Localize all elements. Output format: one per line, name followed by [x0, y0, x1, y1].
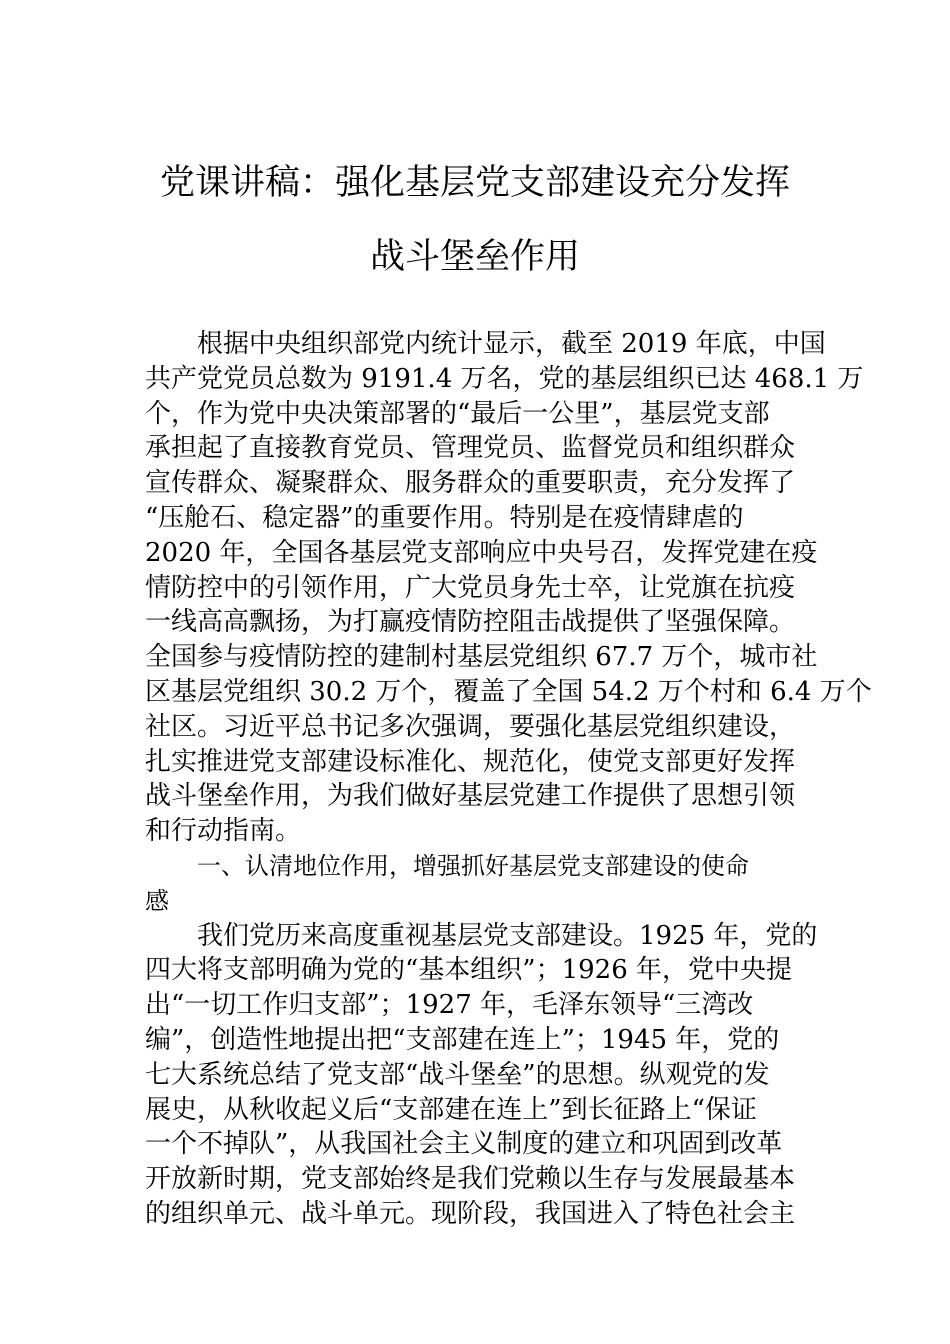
paragraph-1-line: 共产党党员总数为 9191.4 万名，党的基层组织已达 468.1 万 — [145, 363, 864, 394]
paragraph-1-line: 扎实推进党支部建设标准化、规范化，使党支部更好发挥 — [145, 746, 796, 777]
paragraph-1-line: 2020 年，全国各基层党支部响应中央号召，发挥党建在疫 — [145, 537, 818, 568]
paragraph-1-line: 和行动指南。 — [145, 816, 302, 847]
paragraph-2-line: 出“一切工作归支部”；1927 年，毛泽东领导“三湾改 — [145, 990, 754, 1021]
title-line-1: 党课讲稿：强化基层党支部建设充分发挥 — [159, 163, 790, 203]
paragraph-1-line: “压舱石、稳定器”的重要作用。特别是在疫情肆虐的 — [145, 502, 744, 533]
paragraph-1-line: 情防控中的引领作用，广大党员身先士卒，让党旗在抗疫 — [145, 572, 796, 603]
paragraph-1-line: 根据中央组织部党内统计显示，截至 2019 年底，中国 — [197, 329, 826, 359]
paragraph-2-line: 编”，创造性地提出把“支部建在连上”；1945 年，党的 — [145, 1024, 780, 1055]
paragraph-1-line: 区基层党组织 30.2 万个，覆盖了全国 54.2 万个村和 6.4 万个 — [145, 676, 872, 707]
paragraph-1-line: 个，作为党中央决策部署的“最后一公里”，基层党支部 — [145, 398, 770, 429]
paragraph-1-line: 战斗堡垒作用，为我们做好基层党建工作提供了思想引领 — [145, 781, 796, 812]
paragraph-1-line: 全国参与疫情防控的建制村基层党组织 67.7 万个，城市社 — [145, 642, 818, 673]
paragraph-2-line: 七大系统总结了党支部“战斗堡垒”的思想。纵观党的发 — [145, 1059, 770, 1090]
section-heading-line: 感 — [145, 886, 169, 915]
paragraph-1-line: 社区。习近平总书记多次强调，要强化基层党组织建设， — [145, 711, 796, 742]
section-heading-line: 一、认清地位作用，增强抓好基层党支部建设的使命 — [197, 851, 749, 880]
paragraph-1-line: 宣传群众、凝聚群众、服务群众的重要职责，充分发挥了 — [145, 468, 796, 499]
title-line-2: 战斗堡垒作用 — [369, 237, 580, 277]
paragraph-2-line: 我们党历来高度重视基层党支部建设。1925 年，党的 — [197, 920, 818, 951]
paragraph-1-line: 承担起了直接教育党员、管理党员、监督党员和组织群众 — [145, 433, 796, 464]
paragraph-2-line: 的组织单元、战斗单元。现阶段，我国进入了特色社会主 — [145, 1198, 796, 1229]
paragraph-2-line: 一个不掉队”，从我国社会主义制度的建立和巩固到改革 — [145, 1129, 783, 1160]
paragraph-1-line: 一线高高飘扬，为打赢疫情防控阻击战提供了坚强保障。 — [145, 607, 796, 638]
document-title — [140, 160, 810, 280]
document-body — [145, 327, 872, 1232]
paragraph-2-line: 四大将支部明确为党的“基本组织”；1926 年，党中央提 — [145, 955, 793, 986]
paragraph-2-line: 展史，从秋收起义后“支部建在连上”到长征路上“保证 — [145, 1094, 757, 1125]
paragraph-2-line: 开放新时期，党支部始终是我们党赖以生存与发展最基本 — [145, 1164, 796, 1195]
